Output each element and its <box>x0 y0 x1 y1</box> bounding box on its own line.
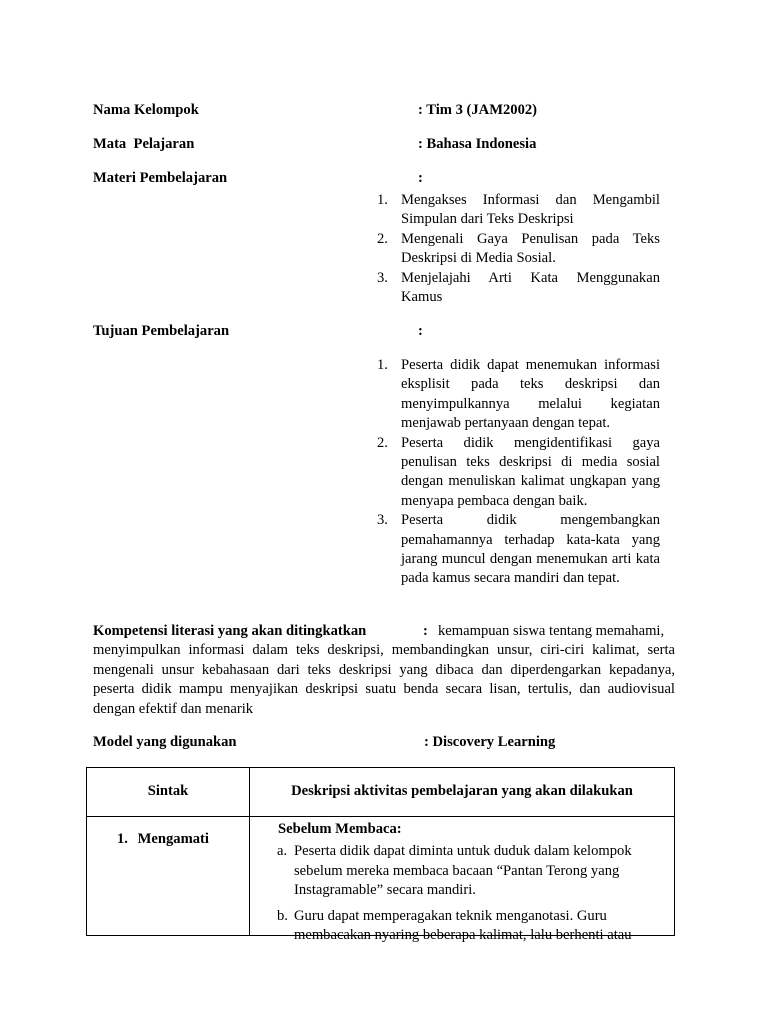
list-item: b. Guru dapat memperagakan teknik menganotasi. Guru membacakan nyaring beberapa kalimat, lalu berhenti atau <box>277 907 632 944</box>
list-item: 3. Peserta didik mengembangkan pemahamannya terhadap kata-kata yang jarang muncul dengan menemukan arti kata pada kamus secara mandiri dan tepat. <box>377 512 660 587</box>
kompetensi-text: menyimpulkan informasi dalam teks deskripsi, membandingkan unsur, ciri-ciri kalimat, serta mengenali unsur kebahasaan dari teks deskripsi yang dibaca dan diperdengarkan kepadanya, peserta didik mampu menyajikan deskripsi suatu benda secara lisan, tertulis, dan audiovisual dengan efektif dan menarik <box>93 642 675 717</box>
activity-list <box>277 842 664 945</box>
label-tujuan-pembelajaran: Tujuan Pembelajaran <box>93 323 230 339</box>
kompetensi-block <box>93 622 675 719</box>
colon-tujuan: : <box>418 323 423 339</box>
label-kompetensi: Kompetensi literasi yang akan ditingkatkan <box>93 623 367 639</box>
value-mata-pelajaran: : Bahasa Indonesia <box>418 136 537 152</box>
sintak-mengamati: Mengamati <box>137 831 209 847</box>
label-nama-kelompok: Nama Kelompok <box>93 102 199 118</box>
list-item: 2. Peserta didik mengidentifikasi gaya penulisan teks deskripsi di media sosial dengan menuliskan kalimat ungkapan yang menyapa pembaca dengan baik. <box>377 434 660 509</box>
list-item: a. Peserta didik dapat diminta untuk duduk dalam kelompok sebelum mereka membaca bacaan “Pantan Terong yang Instagramable” secara mandiri. <box>277 843 632 899</box>
kompetensi-first-line: kemampuan siswa tentang memahami, <box>438 623 665 639</box>
list-item: 2. Mengenali Gaya Penulisan pada Teks Deskripsi di Media Sosial. <box>377 230 660 267</box>
list-item: 3. Menjelajahi Arti Kata Menggunakan Kamus <box>377 269 660 306</box>
list-item: 1. Peserta didik dapat menemukan informasi eksplisit pada teks deskripsi dan menyimpulkannya melalui kegiatan menjawab pertanyaan dengan tepat. <box>377 357 660 432</box>
value-nama-kelompok: : Tim 3 (JAM2002) <box>418 102 538 118</box>
list-item: 1. Mengakses Informasi dan Mengambil Simpulan dari Teks Deskripsi <box>377 192 660 228</box>
header-deskripsi: Deskripsi aktivitas pembelajaran yang akan dilakukan <box>250 768 675 817</box>
header-sintak: Sintak <box>87 768 250 817</box>
subheading-sebelum-membaca: Sebelum Membaca: <box>278 821 402 837</box>
deskripsi-cell <box>250 817 675 944</box>
table-row <box>87 817 675 936</box>
tujuan-list <box>377 356 660 589</box>
label-model: Model yang digunakan <box>93 734 237 750</box>
table-header-row <box>87 768 675 817</box>
colon-materi: : <box>418 170 423 186</box>
label-mata-pelajaran: Mata Pelajaran <box>93 136 195 152</box>
materi-list <box>377 191 660 307</box>
label-materi-pembelajaran: Materi Pembelajaran <box>93 170 228 186</box>
sintak-cell: 1. Mengamati <box>87 817 250 936</box>
sintak-table <box>86 767 675 944</box>
value-model: : Discovery Learning <box>424 734 556 750</box>
colon-kompetensi: : <box>423 623 428 639</box>
